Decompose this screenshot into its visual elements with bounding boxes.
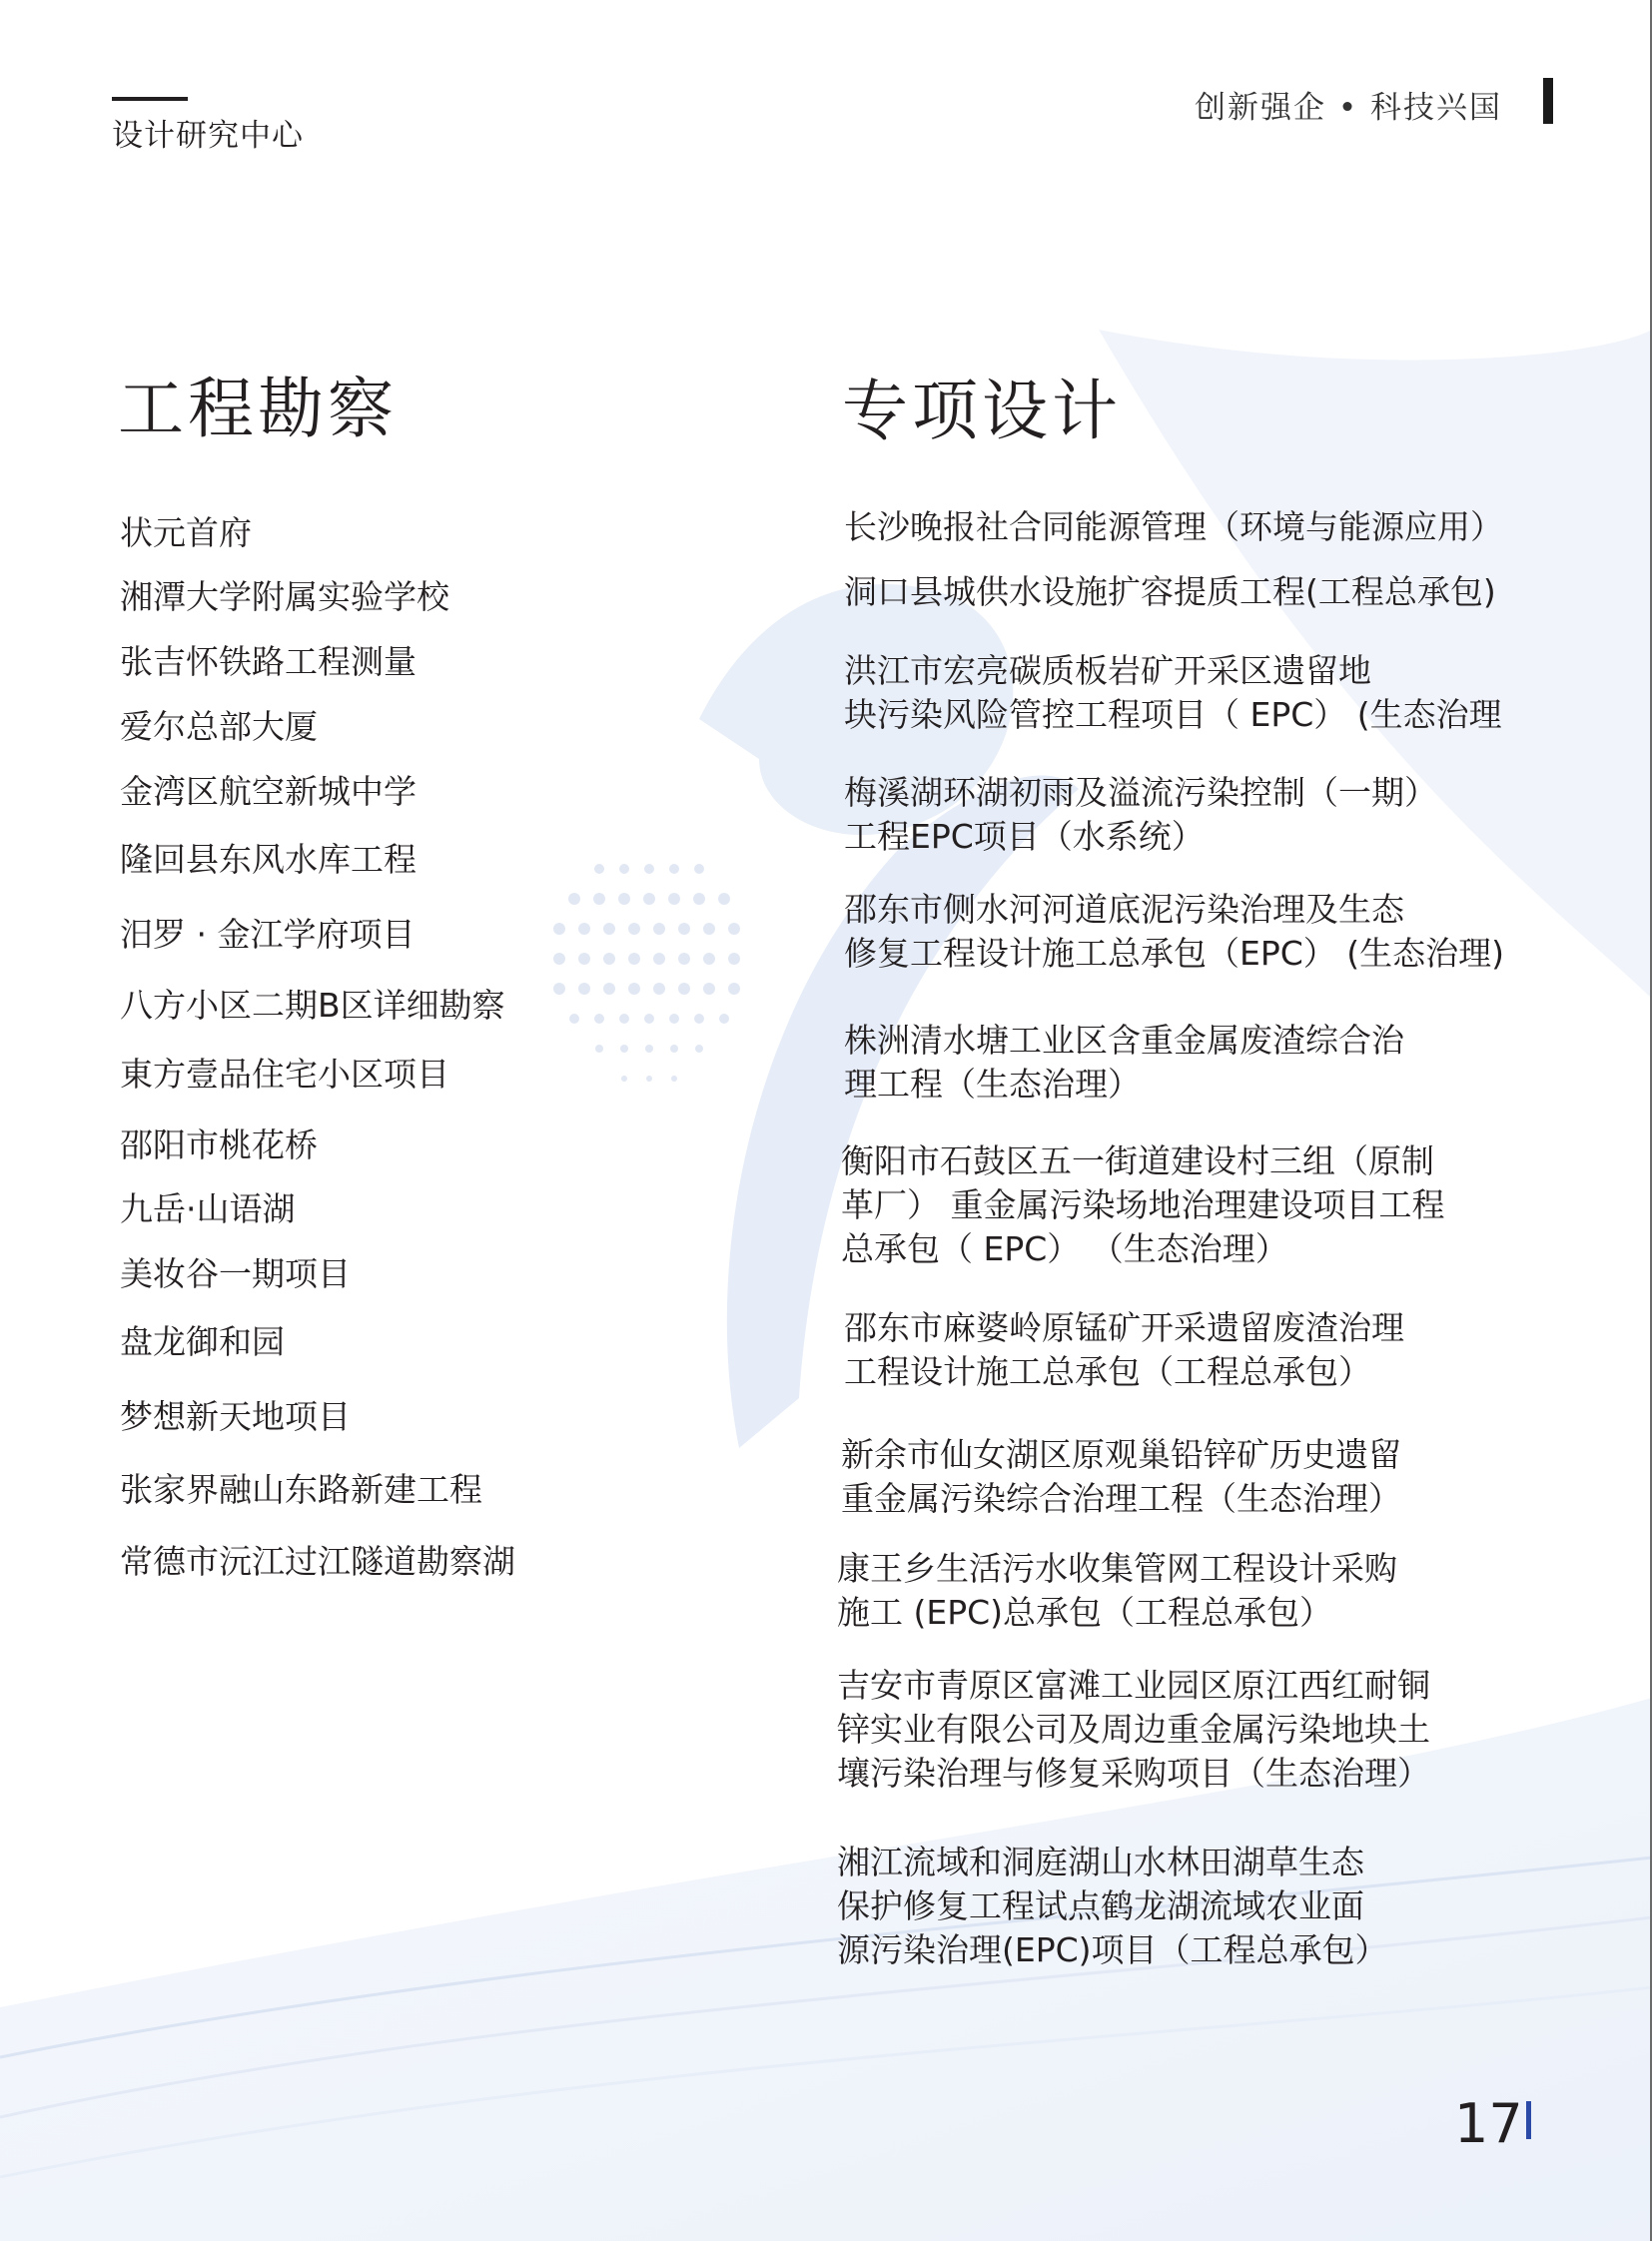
design-item xyxy=(844,505,1503,549)
design-item-line: 锌实业有限公司及周边重金属污染地块土 xyxy=(837,1710,1430,1749)
design-item-line: 革厂） 重金属污染场地治理建设项目工程 xyxy=(841,1185,1445,1224)
survey-item: 八方小区二期B区详细勘察 xyxy=(120,986,505,1025)
design-item xyxy=(844,649,1502,737)
design-item-line: 洞口县城供水设施扩容提质工程(工程总承包) xyxy=(844,572,1496,611)
survey-item: 美妆谷一期项目 xyxy=(120,1254,351,1293)
survey-item: 状元首府 xyxy=(120,513,252,552)
design-item-line: 梅溪湖环湖初雨及溢流污染控制（一期） xyxy=(844,773,1437,812)
design-item-line: 株洲清水塘工业区含重金属废渣综合治 xyxy=(844,1021,1404,1060)
design-item xyxy=(837,1547,1397,1635)
design-item-line: 邵东市麻婆岭原锰矿开采遗留废渣治理 xyxy=(844,1308,1404,1347)
design-item xyxy=(844,1306,1404,1394)
survey-item: 爱尔总部大厦 xyxy=(120,707,318,746)
dot-pattern xyxy=(553,864,740,1082)
design-item-line: 块污染风险管控工程项目（ EPC） (生态治理 xyxy=(844,695,1502,734)
design-item xyxy=(844,888,1504,976)
design-item-line: 吉安市青原区富滩工业园区原江西红耐铜 xyxy=(837,1666,1430,1705)
survey-item: 金湾区航空新城中学 xyxy=(120,772,416,811)
slogan: 创新强企 • 科技兴国 xyxy=(1195,90,1502,126)
page-number: 17 xyxy=(1454,2092,1523,2155)
design-item-line: 源污染治理(EPC)项目（工程总承包） xyxy=(837,1930,1388,1969)
design-item xyxy=(841,1433,1401,1521)
survey-item: 九岳·山语湖 xyxy=(120,1189,296,1228)
survey-item: 湘潭大学附属实验学校 xyxy=(120,577,449,616)
design-item-line: 总承包（ EPC） （生态治理） xyxy=(841,1229,1288,1268)
design-item xyxy=(844,570,1496,614)
design-item-line: 新余市仙女湖区原观巢铅锌矿历史遗留 xyxy=(841,1435,1401,1474)
survey-item: 常德市沅江过江隧道勘察湖 xyxy=(120,1542,515,1581)
survey-item: 梦想新天地项目 xyxy=(120,1397,351,1436)
design-item xyxy=(844,1019,1404,1107)
design-item-line: 衡阳市石鼓区五一街道建设村三组（原制 xyxy=(841,1141,1434,1180)
design-item-line: 长沙晚报社合同能源管理（环境与能源应用） xyxy=(844,507,1503,546)
design-item-line: 壤污染治理与修复采购项目（生态治理） xyxy=(837,1754,1430,1793)
design-item xyxy=(837,1664,1430,1796)
survey-item: 张吉怀铁路工程测量 xyxy=(120,642,416,681)
design-item-line: 工程设计施工总承包（工程总承包） xyxy=(844,1352,1371,1391)
survey-item: 盘龙御和园 xyxy=(120,1322,285,1361)
design-item-line: 洪江市宏亮碳质板岩矿开采区遗留地 xyxy=(844,651,1371,690)
header-rule xyxy=(112,97,188,101)
survey-item: 邵阳市桃花桥 xyxy=(120,1125,318,1164)
design-item-line: 理工程（生态治理） xyxy=(844,1065,1141,1104)
design-item-line: 保护修复工程试点鹤龙湖流域农业面 xyxy=(837,1886,1364,1925)
design-item-line: 重金属污染综合治理工程（生态治理） xyxy=(841,1479,1401,1518)
design-item-line: 工程EPC项目（水系统） xyxy=(844,817,1205,856)
design-item-line: 康王乡生活污水收集管网工程设计采购 xyxy=(837,1549,1397,1588)
survey-item: 汨罗 · 金江学府项目 xyxy=(120,915,415,954)
survey-section-title: 工程勘察 xyxy=(118,371,398,447)
design-item-line: 邵东市侧水河河道底泥污染治理及生态 xyxy=(844,890,1404,929)
design-item-line: 施工 (EPC)总承包（工程总承包） xyxy=(837,1593,1333,1632)
design-section-title: 专项设计 xyxy=(842,373,1122,449)
design-item xyxy=(837,1841,1388,1972)
survey-item: 東方壹品住宅小区项目 xyxy=(120,1055,449,1094)
design-item-line: 修复工程设计施工总承包（EPC） (生态治理) xyxy=(844,934,1505,973)
design-item-line: 湘江流域和洞庭湖山水林田湖草生态 xyxy=(837,1843,1364,1881)
slogan-bar xyxy=(1543,78,1553,124)
design-item xyxy=(844,771,1437,859)
department-label: 设计研究中心 xyxy=(112,118,304,154)
page-number-bar xyxy=(1526,2101,1531,2139)
survey-item: 张家界融山东路新建工程 xyxy=(120,1470,482,1509)
survey-item: 隆回县东风水库工程 xyxy=(120,840,416,879)
design-item xyxy=(841,1139,1445,1271)
